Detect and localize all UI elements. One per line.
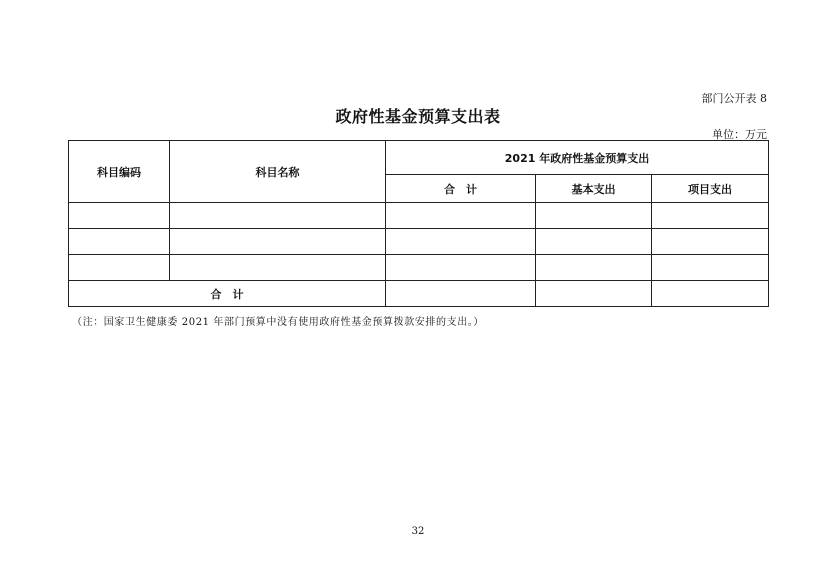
total-row (69, 281, 769, 307)
cell-total (386, 255, 536, 281)
cell-basic (536, 203, 652, 229)
total-cell-total (386, 281, 536, 307)
page-title: 政府性基金预算支出表 (335, 107, 501, 126)
cell-name (170, 255, 386, 281)
cell-code (69, 229, 170, 255)
header-basic-expenditure: 基本支出 (536, 175, 652, 203)
header-subject-name: 科目名称 (170, 141, 386, 203)
header-total: 合 计 (386, 175, 536, 203)
total-label: 合 计 (69, 281, 386, 307)
cell-project (652, 255, 769, 281)
cell-project (652, 229, 769, 255)
cell-basic (536, 229, 652, 255)
header-subject-code: 科目编码 (69, 141, 170, 203)
table-row (69, 203, 769, 229)
header-project-expenditure: 项目支出 (652, 175, 769, 203)
cell-name (170, 229, 386, 255)
cell-name (170, 203, 386, 229)
table-row (69, 229, 769, 255)
budget-table (68, 140, 769, 307)
cell-total (386, 203, 536, 229)
header-group-2021: 2021 年政府性基金预算支出 (386, 141, 769, 175)
total-cell-basic (536, 281, 652, 307)
cell-total (386, 229, 536, 255)
form-number: 部门公开表 8 (701, 92, 767, 105)
cell-basic (536, 255, 652, 281)
cell-project (652, 203, 769, 229)
footnote: （注：国家卫生健康委 2021 年部门预算中没有使用政府性基金预算拨款安排的支出。） (72, 317, 485, 328)
table-header-row (69, 141, 769, 175)
total-cell-project (652, 281, 769, 307)
page-number: 32 (411, 526, 425, 537)
unit-label: 单位：万元 (712, 128, 767, 141)
cell-code (69, 255, 170, 281)
cell-code (69, 203, 170, 229)
table-row (69, 255, 769, 281)
